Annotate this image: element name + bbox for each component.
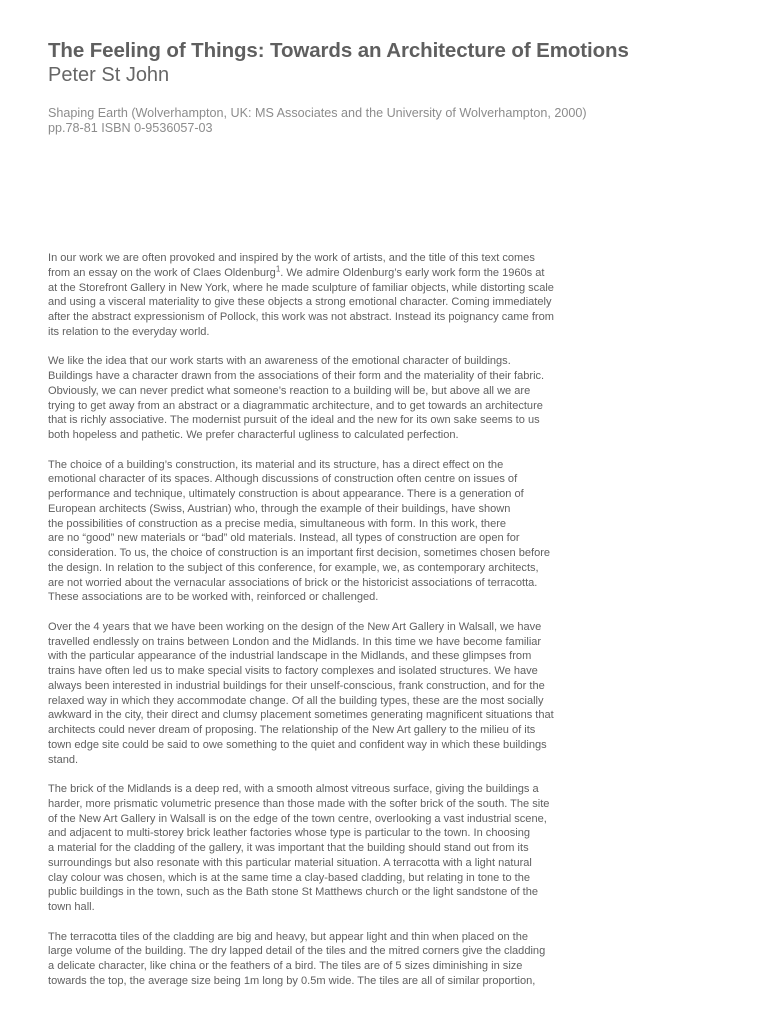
text-line: that is richly associative. The modernist pursuit of the ideal and the new for its own sake seems to us xyxy=(48,414,540,427)
paragraph xyxy=(48,458,608,606)
text-line: surroundings but also resonate with this particular material situation. A terracotta with a light natural xyxy=(48,856,532,869)
paragraph xyxy=(48,930,608,989)
text-line: emotional character of its spaces. Although discussions of construction often centre on issues of xyxy=(48,473,518,486)
text-line: Obviously, we can never predict what someone’s reaction to a building will be, but above all we are xyxy=(48,384,531,397)
text-line: both hopeless and pathetic. We prefer characterful ugliness to calculated perfection. xyxy=(48,429,459,441)
text-line: a delicate character, like china or the feathers of a bird. The tiles are of 5 sizes diminishing in size xyxy=(48,960,523,972)
text-line: performance and technique, ultimately construction is about appearance. There is a generation of xyxy=(48,488,524,500)
text-line: clay colour was chosen, which is at the same time a clay-based cladding, but relating in tone to the xyxy=(48,871,531,884)
text-line: relaxed way in which they accommodate change. Of all the building types, these are the most socially xyxy=(48,694,544,707)
text-line: the possibilities of construction as a precise media, simultaneous with form. In this work, there xyxy=(48,517,507,530)
text-line: architects could never dream of proposing. The relationship of the New Art gallery to the milieu of its xyxy=(48,724,536,736)
text-line: with the particular appearance of the industrial landscape in the Midlands, and these glimpses from xyxy=(48,650,532,663)
text-line: at the Storefront Gallery in New York, where he made sculpture of familiar objects, while distorting scale xyxy=(48,281,554,294)
text-line: The terracotta tiles of the cladding are big and heavy, but appear light and thin when placed on the xyxy=(48,930,529,943)
text-line: of the New Art Gallery in Walsall is on the edge of the town centre, overlooking a vast industrial scene, xyxy=(48,812,547,825)
text-line: large volume of the building. The dry lapped detail of the tiles and the mitred corners give the cladding xyxy=(48,945,546,958)
text-fragment: from an essay on the work of Claes Oldenburg xyxy=(48,266,276,279)
text-line: We like the idea that our work starts with an awareness of the emotional character of buildings. xyxy=(48,355,511,368)
text-line: town hall. xyxy=(48,901,95,913)
text-line: The choice of a building’s construction, its material and its structure, has a direct effect on the xyxy=(48,458,504,471)
text-line: Buildings have a character drawn from the associations of their form and the materiality of their fabric. xyxy=(48,370,545,382)
paragraph xyxy=(48,251,608,340)
paragraph xyxy=(48,782,608,915)
text-line: and using a visceral materiality to give these objects a strong emotional character. Coming immediately xyxy=(48,296,552,309)
text-line: town edge site could be said to owe something to the quiet and confident way in which these buildings xyxy=(48,738,547,751)
text-line: travelled endlessly on trains between London and the Midlands. In this time we have become familiar xyxy=(48,635,542,648)
text-line: The brick of the Midlands is a deep red, with a smooth almost vitreous surface, giving the buildings a xyxy=(48,783,539,795)
paragraph xyxy=(48,620,608,768)
text-line: its relation to the everyday world. xyxy=(48,325,210,338)
text-line: consideration. To us, the choice of construction is an important first decision, sometimes chosen before xyxy=(48,547,551,559)
text-line: after the abstract expressionism of Pollock, this work was not abstract. Instead its poignancy came from xyxy=(48,311,554,323)
text-line: stand. xyxy=(48,753,79,766)
text-line xyxy=(48,266,608,281)
page-title: The Feeling of Things: Towards an Architecture of Emotions xyxy=(48,39,629,62)
footnote-marker[interactable]: 1 xyxy=(275,264,281,274)
citation-line: Shaping Earth (Wolverhampton, UK: MS Associates and the University of Wolverhampton, 2000) xyxy=(48,106,587,120)
text-line: In our work we are often provoked and inspired by the work of artists, and the title of this text comes xyxy=(48,252,535,264)
text-line: trains have often led us to make special visits to factory complexes and isolated structures. We have xyxy=(48,665,538,677)
text-line: are no “good” new materials or “bad” old materials. Instead, all types of construction are open for xyxy=(48,532,520,545)
text-line: a material for the cladding of the gallery, it was important that the building should stand out from its xyxy=(48,842,529,854)
text-line: and adjacent to multi-storey brick leather factories whose type is particular to the town. In choosing xyxy=(48,827,531,840)
text-line: These associations are to be worked with, reinforced or challenged. xyxy=(48,591,379,604)
text-line: the design. In relation to the subject of this conference, for example, we, as contemporary architects, xyxy=(48,561,539,574)
text-line: public buildings in the town, such as the Bath stone St Matthews church or the light sandstone of the xyxy=(48,886,539,899)
text-line: awkward in the city, their direct and clumsy placement sometimes generating magnificent situations that xyxy=(48,709,554,722)
article-body xyxy=(48,251,608,1003)
text-line: Over the 4 years that we have been working on the design of the New Art Gallery in Walsall, we have xyxy=(48,620,542,633)
citation-line: pp.78-81 ISBN 0-9536057-03 xyxy=(48,121,213,135)
text-line: trying to get away from an abstract or a diagrammatic architecture, and to get towards an architecture xyxy=(48,399,543,412)
paragraph xyxy=(48,354,608,443)
author-name: Peter St John xyxy=(48,64,170,86)
text-line: European architects (Swiss, Austrian) who, through the example of their buildings, have shown xyxy=(48,502,511,515)
text-line: towards the top, the average size being 1m long by 0.5m wide. The tiles are all of similar proportion, xyxy=(48,974,536,987)
source-citation xyxy=(48,106,587,136)
text-line: always been interested in industrial buildings for their unself-conscious, frank construction, and for the xyxy=(48,679,545,692)
text-line: are not worried about the vernacular associations of brick or the historicist associations of terracotta. xyxy=(48,576,538,589)
text-fragment: . We admire Oldenburg’s early work form the 1960s at xyxy=(280,266,545,279)
text-line: harder, more prismatic volumetric presence than those made with the softer brick of the south. The site xyxy=(48,797,550,810)
